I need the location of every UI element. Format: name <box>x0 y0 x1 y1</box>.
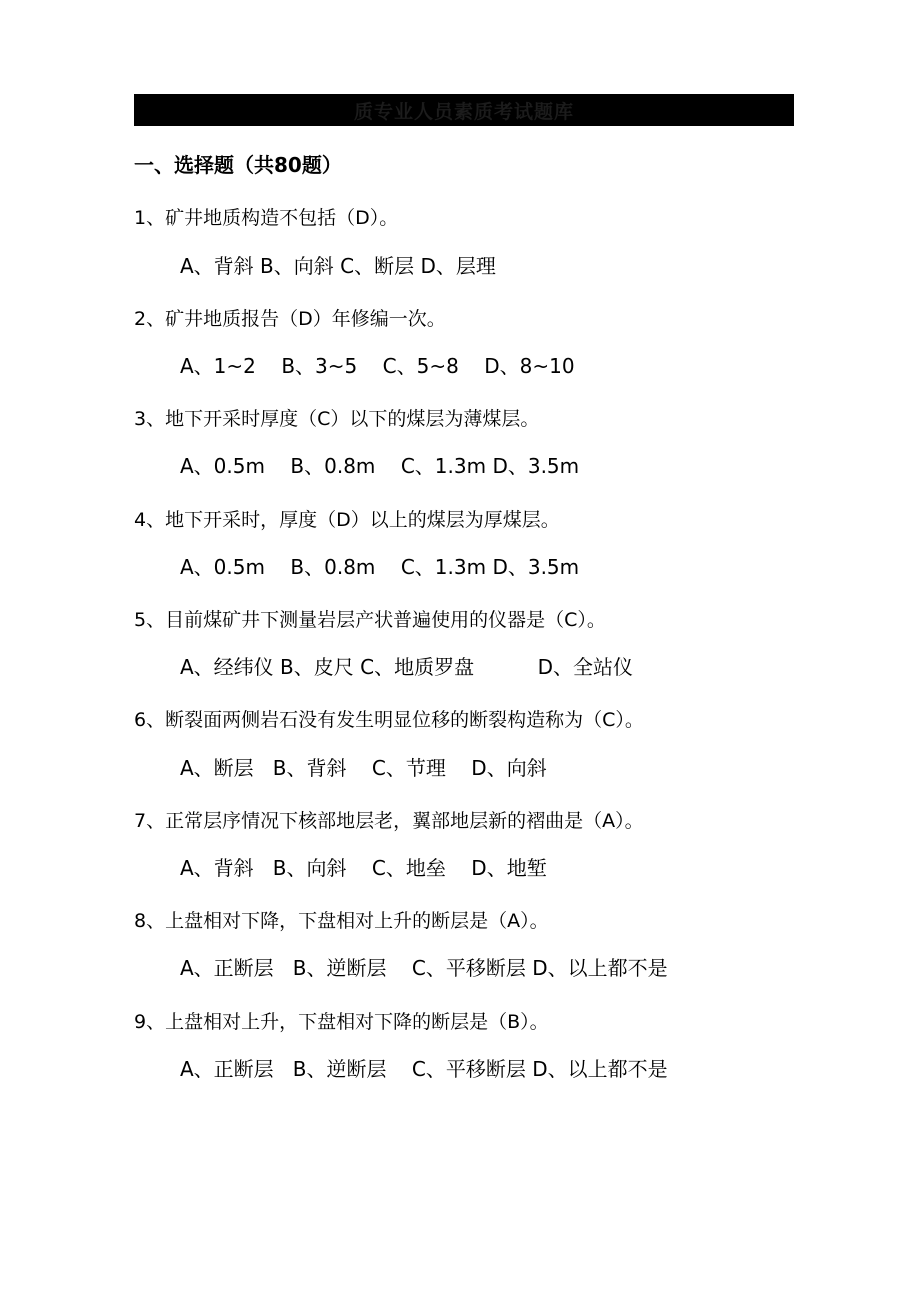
question-options-1: A、背斜 B、向斜 C、断层 D、层理 <box>180 254 496 278</box>
question-stem-2: 2、矿井地质报告（D）年修编一次。 <box>134 308 446 330</box>
question-stem-5: 5、目前煤矿井下测量岩层产状普遍使用的仪器是（C）。 <box>134 609 606 631</box>
question-options-8: A、正断层 B、逆断层 C、平移断层 D、以上都不是 <box>180 956 668 980</box>
section-heading: 一、选择题（共80题） <box>134 153 342 177</box>
question-stem-6: 6、断裂面两侧岩石没有发生明显位移的断裂构造称为（C）。 <box>134 709 644 731</box>
question-stem-1: 1、矿井地质构造不包括（D）。 <box>134 207 399 229</box>
question-options-5: A、经纬仪 B、皮尺 C、地质罗盘 D、全站仪 <box>180 655 634 679</box>
question-stem-8: 8、上盘相对下降，下盘相对上升的断层是（A）。 <box>134 910 549 932</box>
question-options-9: A、正断层 B、逆断层 C、平移断层 D、以上都不是 <box>180 1057 668 1081</box>
question-stem-3: 3、地下开采时厚度（C）以下的煤层为薄煤层。 <box>134 408 540 430</box>
title-banner <box>134 94 794 126</box>
question-options-7: A、背斜 B、向斜 C、地垒 D、地堑 <box>180 856 547 880</box>
question-stem-4: 4、地下开采时，厚度（D）以上的煤层为厚煤层。 <box>134 509 560 531</box>
question-stem-7: 7、正常层序情况下核部地层老，翼部地层新的褶曲是（A）。 <box>134 810 644 832</box>
question-options-6: A、断层 B、背斜 C、节理 D、向斜 <box>180 756 547 780</box>
question-options-2: A、1~2 B、3~5 C、5~8 D、8~10 <box>180 354 575 378</box>
document-title: 质专业人员素质考试题库 <box>353 100 574 123</box>
question-stem-9: 9、上盘相对上升，下盘相对下降的断层是（B）。 <box>134 1011 549 1033</box>
question-options-4: A、0.5m B、0.8m C、1.3m D、3.5m <box>180 555 580 579</box>
question-options-3: A、0.5m B、0.8m C、1.3m D、3.5m <box>180 454 580 478</box>
